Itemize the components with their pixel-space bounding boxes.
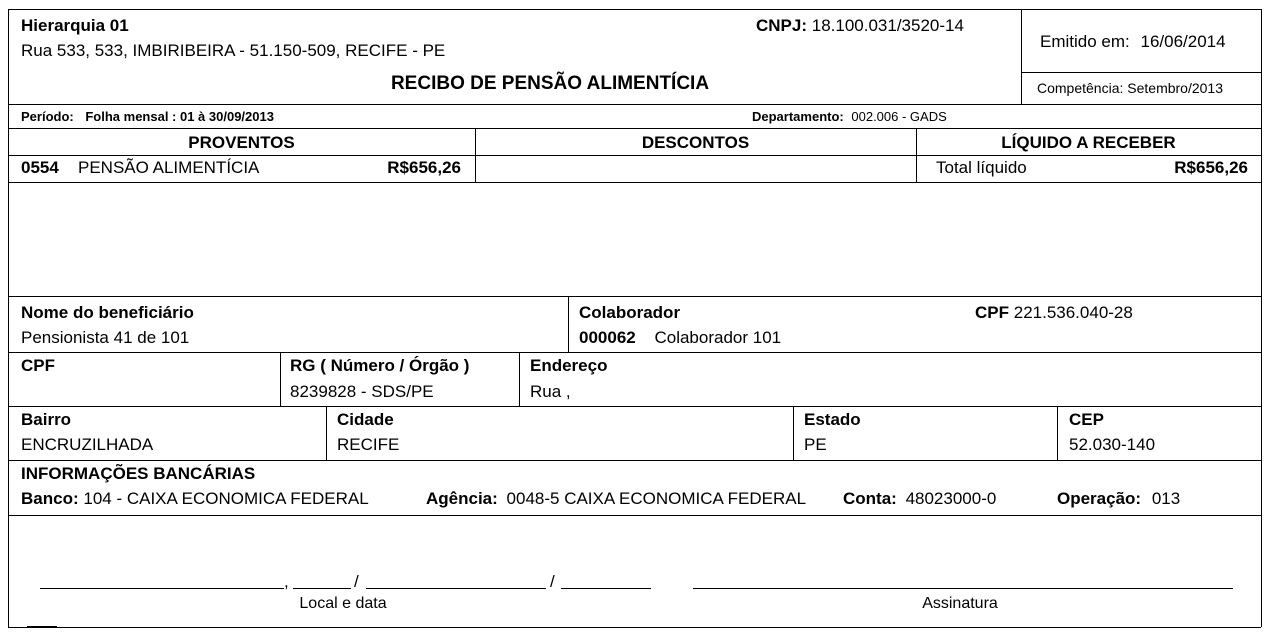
company-name: Hierarquia 01 — [21, 16, 129, 35]
estado-value: PE — [804, 435, 827, 454]
nome-beneficiario-value: Pensionista 41 de 101 — [21, 328, 190, 347]
cep-label: CEP — [1069, 410, 1104, 429]
conta-field — [843, 489, 996, 509]
sig-slash-2: / — [550, 572, 555, 591]
rg-label: RG ( Número / Órgão ) — [290, 356, 470, 375]
cpf-colaborador-label: CPF — [975, 303, 1009, 322]
month-line — [366, 588, 546, 589]
beneficiario-bottom-line — [8, 352, 1261, 353]
rg-left-divider — [280, 352, 281, 406]
header-right-divider — [1021, 9, 1022, 104]
periodo-bottom-line — [8, 128, 1261, 129]
address-row-bottom-line — [8, 460, 1261, 461]
day-line — [293, 588, 351, 589]
rg-value: 8239828 - SDS/PE — [290, 382, 434, 401]
company-address: Rua 533, 533, IMBIRIBEIRA - 51.150-509, RECIFE - PE — [21, 41, 446, 60]
colaborador-name: Colaborador 101 — [654, 328, 782, 347]
sig-slash-1: / — [354, 572, 359, 591]
empty-area-bottom-line — [8, 296, 1261, 297]
descontos-header: DESCONTOS — [641, 133, 750, 152]
emitido-label: Emitido em: — [1040, 32, 1130, 51]
cidade-value: RECIFE — [337, 435, 400, 454]
value-row-bottom-line — [8, 182, 1261, 183]
banco-label: Banco: — [21, 489, 79, 508]
periodo-value: Folha mensal : 01 à 30/09/2013 — [85, 109, 274, 124]
proventos-header: PROVENTOS — [188, 133, 295, 152]
liquido-label: Total líquido — [936, 158, 1027, 177]
cpf-label: CPF — [21, 356, 55, 375]
cidade-label: Cidade — [337, 410, 394, 429]
local-data-label: Local e data — [299, 595, 387, 612]
cnpj-field — [756, 16, 964, 36]
operacao-label: Operação: — [1057, 489, 1142, 508]
banco-value: 104 - CAIXA ECONOMICA FEDERAL — [83, 489, 369, 508]
cpf-colaborador-field — [975, 303, 1133, 323]
year-line — [561, 588, 651, 589]
beneficiario-divider — [568, 296, 569, 352]
emitido-field — [1040, 32, 1226, 52]
bairro-divider — [326, 406, 327, 460]
banco-section-label: INFORMAÇÕES BANCÁRIAS — [21, 464, 256, 483]
provento-description: PENSÃO ALIMENTÍCIA — [78, 158, 260, 177]
colaborador-label: Colaborador — [579, 303, 681, 322]
agencia-field — [426, 489, 806, 509]
footer-mark — [27, 626, 57, 627]
cnpj-label: CNPJ: — [756, 16, 808, 35]
cnpj-value: 18.100.031/3520-14 — [811, 16, 964, 35]
endereco-label: Endereço — [530, 356, 608, 375]
header-bottom-line — [8, 104, 1261, 105]
bairro-label: Bairro — [21, 410, 72, 429]
border-bottom — [8, 627, 1261, 628]
doc-row-bottom-line — [8, 406, 1261, 407]
departamento-value: 002.006 - GADS — [851, 109, 947, 124]
local-line — [40, 588, 284, 589]
border-left — [8, 9, 9, 627]
estado-divider — [1057, 406, 1058, 460]
colaborador-field — [579, 328, 781, 348]
document-title: RECIBO DE PENSÃO ALIMENTÍCIA — [390, 73, 710, 94]
nome-beneficiario-label: Nome do beneficiário — [21, 303, 194, 322]
periodo-field — [21, 109, 274, 124]
cpf-colaborador-value: 221.536.040-28 — [1013, 303, 1133, 322]
colaborador-code: 000062 — [579, 328, 636, 347]
departamento-field — [752, 109, 947, 124]
agencia-label: Agência: — [426, 489, 498, 508]
endereco-value: Rua , — [530, 382, 571, 401]
conta-label: Conta: — [843, 489, 897, 508]
estado-label: Estado — [804, 410, 861, 429]
departamento-label: Departamento: — [752, 109, 844, 124]
assinatura-label: Assinatura — [922, 595, 998, 612]
operacao-field — [1057, 489, 1180, 509]
emitido-value: 16/06/2014 — [1140, 32, 1226, 51]
agencia-value: 0048-5 CAIXA ECONOMICA FEDERAL — [506, 489, 807, 508]
operacao-value: 013 — [1151, 489, 1181, 508]
banco-field — [21, 489, 369, 509]
liquido-value: R$656,26 — [1174, 158, 1248, 177]
border-top — [8, 9, 1261, 10]
header-right-mid-line — [1021, 72, 1261, 73]
periodo-label: Período: — [21, 109, 74, 124]
cidade-divider — [793, 406, 794, 460]
rg-right-divider — [519, 352, 520, 406]
columns-header-bottom-line — [8, 155, 1261, 156]
cep-value: 52.030-140 — [1069, 435, 1156, 454]
provento-value: R$656,26 — [387, 158, 461, 177]
signature-line — [693, 588, 1233, 589]
border-right — [1261, 9, 1262, 627]
sig-comma: , — [284, 572, 289, 591]
conta-value: 48023000-0 — [905, 489, 997, 508]
competencia-text: Competência: Setembro/2013 — [1037, 80, 1223, 96]
bairro-value: ENCRUZILHADA — [21, 435, 154, 454]
liquido-header: LÍQUIDO A RECEBER — [1001, 133, 1176, 152]
provento-code: 0554 — [21, 158, 59, 177]
banco-bottom-line — [8, 515, 1261, 516]
